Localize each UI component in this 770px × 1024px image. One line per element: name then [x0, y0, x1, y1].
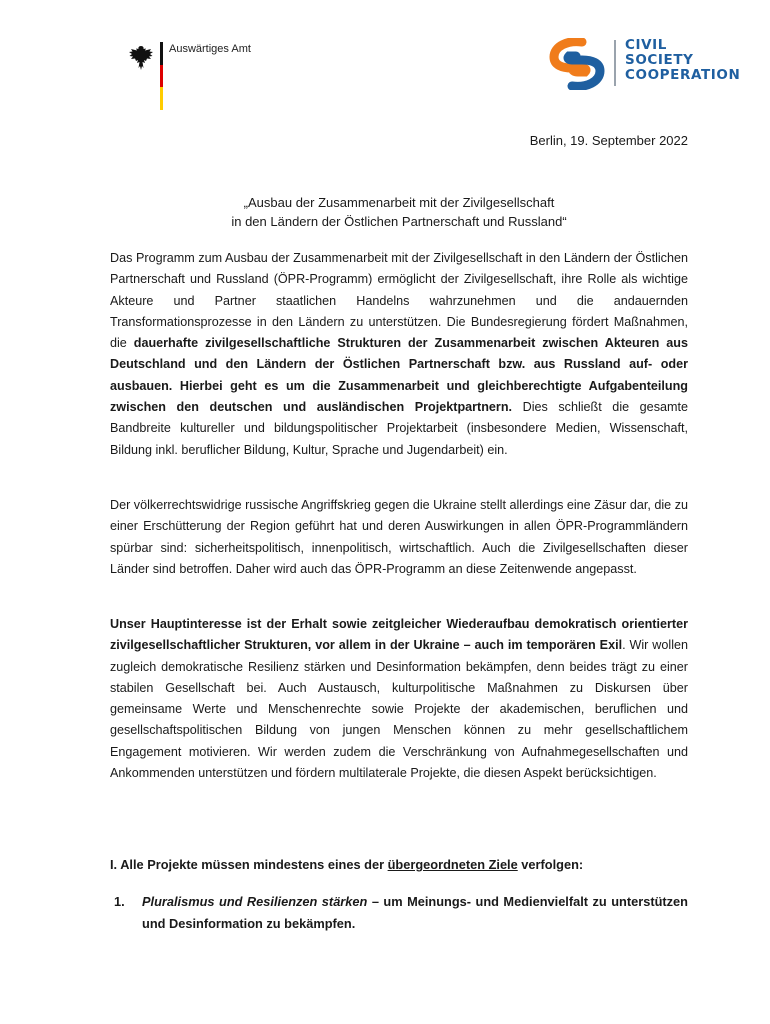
paragraph-war: Der völkerrechtswidrige russische Angriffskrieg gegen die Ukraine stellt allerdings eine Zäsur dar, die zu einer Erschütterung der Region geführt hat und deren Auswirkungen in allen ÖPR-Programmländern spürbar sind: sicherheitspolitisch, innenpolitisch, wirtschaftlich. Auch die Zivilgesellschaften dieser Länder sind betroffen. Daher wird auch das ÖPR-Programm an diese Zeitenwende angepasst.: [110, 498, 688, 576]
date-line: Berlin, 19. September 2022: [529, 133, 688, 148]
goal-description: – um Meinungs- und Medienvielfalt zu unterstützen und Desinformation zu bekämpfen.: [142, 894, 688, 931]
paragraph-intro-text: Das Programm zum Ausbau der Zusammenarbeit mit der Zivilgesellschaft in den Ländern der Östlichen Partnerschaft und Russland (ÖPR-Programm) ermöglicht der Zivilgesellschaft, ihre Rolle als wichtige Akteure und Partner staatlichen Handelns wahrzunehmen und die andauernden Transformationsprozesse in den Ländern zu unterstützen. Die Bundesregierung fördert Maßnahmen, die: [110, 251, 688, 351]
document-title: [110, 193, 688, 231]
german-flag-bar: [160, 42, 163, 110]
section-heading-underlined: übergeordneten Ziele: [387, 857, 518, 872]
paragraph-intro-rest: Dies schließt die gesamte Bandbreite kultureller und bildungspolitischer Projektarbeit (insbesondere Medien, Wissenschaft, Bildung inkl. beruflicher Bildung, Kultur, Sprache und Jugendarbeit) ein.: [110, 400, 688, 457]
section-heading-post: verfolgen:: [517, 857, 584, 872]
goal-item: [110, 891, 688, 935]
paragraph-interest-rest: . Wir wollen zugleich demokratische Resilienz stärken und Desinformation bekämpfen, denn beides trägt zu einer stabilen Gesellschaft bei. Auch Austausch, kulturpolitische Maßnahmen zu Diskursen über gemeinsame Werte und Menschenrechte sowie Projekte der akademischen, beruflichen und gesellschaftspolitischen Bildung von jungen Menschen können zu mehr gesellschaftlichem Engagement motivieren. Wir werden zudem die Verschränkung von Aufnahmegesellschaften und Ankommenden unterstützen und fördern multilaterale Projekte, die diesen Aspekt berücksichtigen.: [110, 638, 688, 781]
civil-society-cooperation-logo: [548, 37, 741, 90]
csc-word-3: COOPERATION: [625, 67, 741, 83]
goal-number: 1.: [114, 894, 125, 909]
paragraph-intro: [110, 248, 688, 461]
goal-title: Pluralismus und Resilienzen stärken: [142, 894, 368, 909]
civil-society-cooperation-logo-icon: [548, 38, 606, 90]
title-line-1: „Ausbau der Zusammenarbeit mit der Zivilgesellschaft: [243, 195, 555, 210]
ministry-name: Auswärtiges Amt: [169, 43, 251, 55]
paragraph-interest: [110, 614, 688, 784]
logo-divider: [614, 40, 616, 86]
paragraph-intro-bold: dauerhafte zivilgesellschaftliche Strukturen der Zusammenarbeit zwischen Akteuren aus Deutschland und den Ländern der Östlichen Partnerschaft bzw. aus Russland auf- oder ausbauen. Hierbei geht es um die Zusammenarbeit und gleichberechtigte Aufgabenteilung zwischen den deutschen und ausländischen Projektpartnern.: [110, 336, 688, 415]
csc-word-1: CIVIL: [625, 37, 668, 53]
section-heading: [110, 857, 583, 872]
auswaertiges-amt-logo: [128, 42, 288, 112]
paragraph-interest-bold: Unser Hauptinteresse ist der Erhalt sowie zeitgleicher Wiederaufbau demokratisch orientierter zivilgesellschaftlicher Strukturen, vor allem in der Ukraine – auch im temporären Exil: [110, 617, 688, 653]
goal-text: [142, 891, 688, 935]
csc-wordmark: [625, 38, 740, 83]
title-line-2: in den Ländern der Östlichen Partnerschaft und Russland“: [231, 214, 567, 229]
federal-eagle-icon: [128, 44, 154, 72]
csc-word-2: SOCIETY: [625, 52, 694, 68]
section-heading-pre: I. Alle Projekte müssen mindestens eines der: [110, 857, 388, 872]
